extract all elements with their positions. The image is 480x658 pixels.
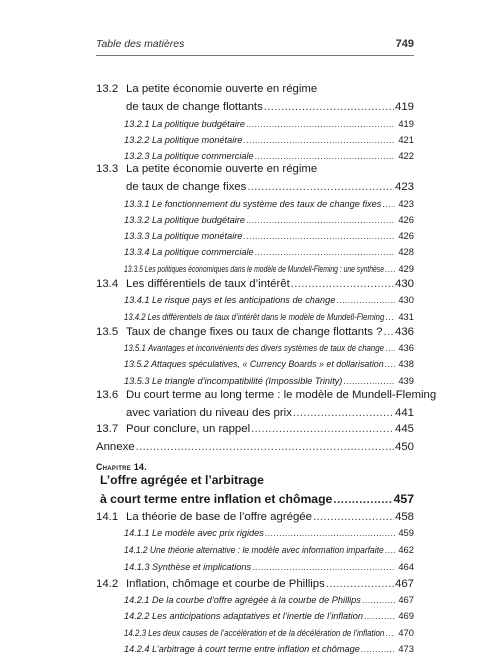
toc-subsection[interactable] xyxy=(124,375,414,386)
dot-leader xyxy=(382,199,395,209)
subsection-number: 13.5.2 xyxy=(124,359,149,369)
page-ref: 457 xyxy=(393,492,414,506)
page-ref: 423 xyxy=(398,198,414,209)
toc-subsection[interactable] xyxy=(124,134,414,145)
subsection-number: 13.4.2 xyxy=(124,312,146,322)
subsection-title: Les politiques économiques dans le modèle de Mundell-Fleming : une synthèse xyxy=(144,264,384,274)
toc-section[interactable] xyxy=(126,101,414,113)
section-title: Pour conclure, un rappel xyxy=(126,423,251,435)
subsection-number: 13.5.3 xyxy=(124,376,150,386)
toc-subsection-text xyxy=(124,199,381,209)
subsection-number: 13.2.2 xyxy=(124,135,150,145)
toc-subsection-text xyxy=(124,312,384,322)
subsection-title: Synthèse et implications xyxy=(152,562,252,572)
toc-section-text xyxy=(96,423,250,435)
toc-subsection[interactable] xyxy=(124,358,414,369)
subsection-title: La politique budgétaire xyxy=(152,215,245,225)
toc-section-text xyxy=(126,407,292,419)
section-number: 13.2 xyxy=(96,83,119,95)
section-title-line2: avec variation du niveau des prix xyxy=(126,407,292,419)
toc-subsection[interactable] xyxy=(124,342,414,353)
toc-subsection[interactable] xyxy=(124,627,414,638)
dot-leader xyxy=(326,578,394,590)
subsection-number: 13.3.2 xyxy=(124,215,150,225)
subsection-number: 13.4.1 xyxy=(124,295,150,305)
subsection-title: Les différentiels de taux d’intérêt dans le modèle de Mundell-Fleming xyxy=(147,312,385,322)
toc-subsection[interactable] xyxy=(124,263,414,274)
toc-section[interactable] xyxy=(96,326,414,338)
subsection-title: Le triangle d’incompatibilité (Impossible Trinity) xyxy=(152,376,343,386)
toc-section[interactable] xyxy=(96,578,414,590)
toc-subsection-text xyxy=(124,562,251,572)
section-number: 13.6 xyxy=(96,389,119,401)
toc-section-text xyxy=(96,278,290,290)
page-ref: 458 xyxy=(394,511,414,523)
dot-leader xyxy=(246,215,395,225)
dot-leader xyxy=(333,492,392,506)
toc-subsection-text xyxy=(124,611,363,621)
section-title-line2: de taux de change fixes xyxy=(126,181,247,193)
dot-leader xyxy=(265,528,395,538)
page-ref: 421 xyxy=(398,134,414,145)
dot-leader xyxy=(243,135,395,145)
section-number: 13.4 xyxy=(96,278,119,290)
toc-subsection-text xyxy=(124,295,335,305)
page-ref: 450 xyxy=(394,441,414,453)
chapter-label: Chapitre 14. xyxy=(96,462,147,472)
toc-subsection[interactable] xyxy=(124,610,414,621)
toc-subsection-text xyxy=(124,264,384,274)
toc-subsection[interactable] xyxy=(124,230,414,241)
toc-section[interactable] xyxy=(126,181,414,193)
toc-subsection-text xyxy=(124,135,242,145)
subsection-title: La politique commerciale xyxy=(152,151,254,161)
chapter-title-text: L’offre agrégée et l’arbitrage xyxy=(100,473,264,487)
page-ref: 429 xyxy=(398,263,414,274)
subsection-number: 14.2.4 xyxy=(124,644,150,654)
toc-subsection[interactable] xyxy=(124,561,414,572)
subsection-title: Le fonctionnement du système des taux de change fixes xyxy=(152,199,382,209)
section-title-line1: La petite économie ouverte en régime xyxy=(126,163,318,175)
dot-leader xyxy=(385,343,395,353)
page-ref: 470 xyxy=(398,627,414,638)
chapter-title-line2: à court terme entre inflation et chômage xyxy=(100,492,333,506)
page-ref: 431 xyxy=(398,311,414,322)
page-ref: 419 xyxy=(398,118,414,129)
dot-leader xyxy=(362,595,395,605)
toc-subsection-text xyxy=(124,628,384,638)
chapter-title-line1[interactable] xyxy=(100,473,418,487)
dot-leader xyxy=(264,101,394,113)
dot-leader xyxy=(246,119,395,129)
dot-leader xyxy=(255,247,395,257)
section-title: La théorie de base de l’offre agrégée xyxy=(126,511,312,523)
toc-subsection-text xyxy=(124,644,360,654)
page-ref: 464 xyxy=(398,561,414,572)
page-ref: 423 xyxy=(394,181,414,193)
toc-section[interactable] xyxy=(96,423,414,435)
dot-leader xyxy=(383,326,394,338)
toc-subsection[interactable] xyxy=(124,294,414,305)
toc-subsection[interactable] xyxy=(124,118,414,129)
toc-section-text xyxy=(96,578,325,590)
page-ref: 439 xyxy=(398,375,414,386)
subsection-title: La politique budgétaire xyxy=(152,119,245,129)
dot-leader xyxy=(385,359,395,369)
subsection-title: Les anticipations adaptatives et l’inertie de l’inflation xyxy=(152,611,363,621)
toc-subsection[interactable] xyxy=(124,527,414,538)
subsection-title: La politique monétaire xyxy=(152,135,243,145)
section-number: 14.2 xyxy=(96,578,119,590)
toc-subsection-text xyxy=(124,376,342,386)
toc-section[interactable] xyxy=(126,407,414,419)
toc-subsection[interactable] xyxy=(124,594,414,605)
page-ref: 459 xyxy=(398,527,414,538)
section-number: 13.5 xyxy=(96,326,119,338)
dot-leader xyxy=(291,278,394,290)
toc-annex-text xyxy=(96,441,135,453)
dot-leader xyxy=(361,644,395,654)
toc-subsection-text xyxy=(124,595,361,605)
section-title-line1: La petite économie ouverte en régime xyxy=(126,83,318,95)
toc-subsection-text xyxy=(124,545,384,555)
subsection-number: 14.1.2 xyxy=(124,545,148,555)
subsection-title: De la courbe d’offre agrégée à la courbe de Phillips xyxy=(152,595,361,605)
annex-title: Annexe xyxy=(96,441,135,453)
page-ref: 436 xyxy=(398,342,414,353)
page-number: 749 xyxy=(395,38,414,50)
toc-section-text xyxy=(96,326,382,338)
toc-subsection-text xyxy=(124,151,254,161)
subsection-title: Le modèle avec prix rigides xyxy=(152,528,264,538)
dot-leader xyxy=(364,611,395,621)
toc-subsection-text xyxy=(124,528,264,538)
section-title-line1: Du court terme au long terme : le modèle de Mundell-Fleming xyxy=(126,389,437,401)
toc-subsection[interactable] xyxy=(124,643,414,654)
dot-leader xyxy=(385,312,395,322)
page-ref: 426 xyxy=(398,230,414,241)
page-ref: 430 xyxy=(398,294,414,305)
subsection-number: 13.5.1 xyxy=(124,343,146,353)
subsection-number: 13.3.5 xyxy=(124,264,143,274)
toc-subsection-text xyxy=(124,215,245,225)
dot-leader xyxy=(385,545,395,555)
page-ref: 441 xyxy=(394,407,414,419)
toc-subsection[interactable] xyxy=(124,150,414,161)
dot-leader xyxy=(247,181,394,193)
page-ref: 436 xyxy=(394,326,414,338)
dot-leader xyxy=(343,376,395,386)
toc-section-line1[interactable] xyxy=(96,163,414,175)
toc-subsection[interactable] xyxy=(124,544,414,555)
subsection-title: La politique commerciale xyxy=(152,247,254,257)
subsection-title: Avantages et inconvénients des divers systèmes de taux de change xyxy=(147,343,385,353)
toc-subsection-text xyxy=(124,343,384,353)
page-ref: 422 xyxy=(398,150,414,161)
running-title: Table des matières xyxy=(96,38,185,50)
dot-leader xyxy=(336,295,395,305)
section-title-line2: de taux de change flottants xyxy=(126,101,263,113)
subsection-number: 13.3.3 xyxy=(124,231,150,241)
toc-section-line1[interactable] xyxy=(96,83,414,95)
page-ref: 430 xyxy=(394,278,414,290)
toc-section-text xyxy=(126,181,246,193)
subsection-number: 13.2.3 xyxy=(124,151,150,161)
subsection-number: 13.3.1 xyxy=(124,199,150,209)
page-ref: 462 xyxy=(398,544,414,555)
dot-leader xyxy=(136,441,394,453)
page-ref: 428 xyxy=(398,246,414,257)
dot-leader xyxy=(385,264,395,274)
dot-leader xyxy=(243,231,395,241)
toc-section[interactable] xyxy=(96,278,414,290)
subsection-title: Une théorie alternative : le modèle avec information imparfaite xyxy=(149,545,384,555)
toc-section-text xyxy=(96,511,312,523)
subsection-title: La politique monétaire xyxy=(152,231,243,241)
toc-subsection[interactable] xyxy=(124,246,414,257)
subsection-number: 14.1.1 xyxy=(124,528,150,538)
dot-leader xyxy=(255,151,395,161)
toc-subsection-text xyxy=(124,359,384,369)
page-ref: 473 xyxy=(398,643,414,654)
toc-subsection-text xyxy=(124,231,242,241)
toc-subsection-text xyxy=(124,119,245,129)
page-ref: 445 xyxy=(394,423,414,435)
dot-leader xyxy=(293,407,394,419)
page-ref: 426 xyxy=(398,214,414,225)
toc-subsection[interactable] xyxy=(124,311,414,322)
section-title: Les différentiels de taux d’intérêt xyxy=(126,278,290,290)
page-ref: 438 xyxy=(398,358,414,369)
subsection-number: 14.2.1 xyxy=(124,595,150,605)
page-ref: 419 xyxy=(394,101,414,113)
dot-leader xyxy=(313,511,394,523)
page-ref: 467 xyxy=(398,594,414,605)
subsection-title: L’arbitrage à court terme entre inflation et chômage xyxy=(152,644,360,654)
dot-leader xyxy=(252,562,395,572)
dot-leader xyxy=(385,628,395,638)
toc-subsection[interactable] xyxy=(124,198,414,209)
section-title: Taux de change fixes ou taux de change flottants ? xyxy=(126,326,383,338)
subsection-number: 13.2.1 xyxy=(124,119,150,129)
dot-leader xyxy=(251,423,394,435)
subsection-number: 13.3.4 xyxy=(124,247,150,257)
toc-chapter-text xyxy=(100,492,332,506)
section-number: 13.7 xyxy=(96,423,119,435)
subsection-number: 14.1.3 xyxy=(124,562,150,572)
toc-subsection[interactable] xyxy=(124,214,414,225)
toc-annex[interactable] xyxy=(96,441,414,453)
toc-chapter[interactable] xyxy=(100,492,414,506)
subsection-title: Attaques spéculatives, « Currency Boards » et dollarisation xyxy=(151,359,384,369)
toc-section-line1[interactable] xyxy=(96,389,437,401)
toc-section-text xyxy=(126,101,263,113)
section-number: 14.1 xyxy=(96,511,119,523)
toc-section[interactable] xyxy=(96,511,414,523)
section-number: 13.3 xyxy=(96,163,119,175)
subsection-title: Les deux causes de l’accélération et de la décélération de l’inflation xyxy=(148,628,385,638)
subsection-number: 14.2.2 xyxy=(124,611,150,621)
subsection-title: Le risque pays et les anticipations de change xyxy=(152,295,336,305)
page-ref: 467 xyxy=(394,578,414,590)
running-header xyxy=(96,38,414,54)
page-ref: 469 xyxy=(398,610,414,621)
header-rule xyxy=(96,55,414,56)
subsection-number: 14.2.3 xyxy=(124,628,146,638)
toc-subsection-text xyxy=(124,247,254,257)
section-title: Inflation, chômage et courbe de Phillips xyxy=(126,578,325,590)
